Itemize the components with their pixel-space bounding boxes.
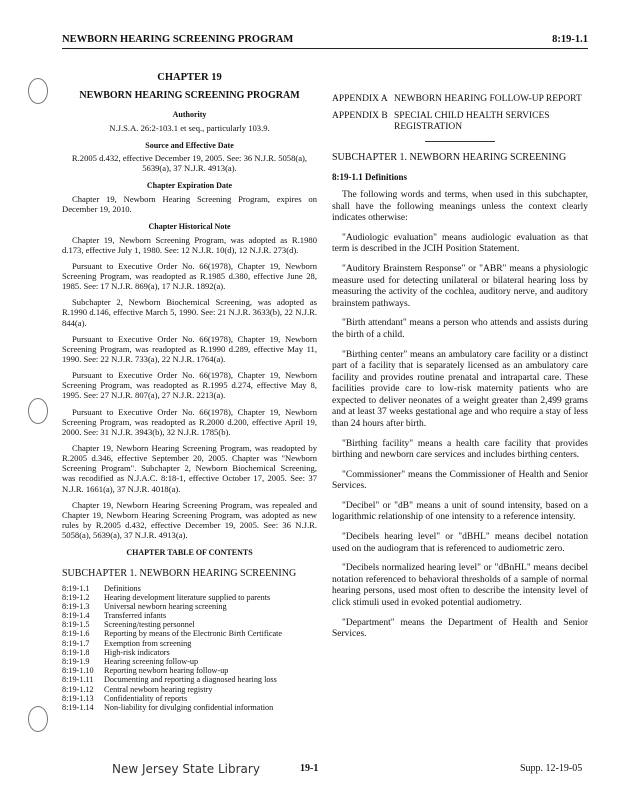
toc-item[interactable] <box>62 685 317 694</box>
toc-item[interactable] <box>62 657 317 666</box>
toc-title: Documenting and reporting a diagnosed hearing loss <box>104 675 277 685</box>
toc-number: 8:19-1.3 <box>62 601 90 611</box>
section-heading: 8:19-1.1 Definitions <box>332 171 407 182</box>
toc-item[interactable] <box>62 703 317 712</box>
toc-title: Hearing screening follow-up <box>104 657 199 667</box>
subchapter-heading: SUBCHAPTER 1. NEWBORN HEARING SCREENING <box>332 151 567 163</box>
table-of-contents <box>62 584 317 713</box>
toc-number: 8:19-1.7 <box>62 638 90 648</box>
running-header <box>62 34 588 49</box>
library-stamp: New Jersey State Library <box>112 762 260 776</box>
appendix-title: NEWBORN HEARING FOLLOW-UP REPORT <box>394 94 582 104</box>
toc-title: Central newborn hearing registry <box>104 684 213 694</box>
toc-number: 8:19-1.8 <box>62 647 90 657</box>
punch-hole-mark <box>28 78 48 104</box>
toc-number: 8:19-1.14 <box>62 702 94 712</box>
toc-item[interactable] <box>62 675 317 684</box>
source-label: Source and Effective Date <box>145 140 234 150</box>
toc-number: 8:19-1.4 <box>62 611 90 621</box>
history-note: Pursuant to Executive Order No. 66(1978), Chapter 19, Newborn Screening Program, was readopted as R.2000 d.200, effective April 19, 2000. See: 31 N.J.R. 3943(b), 32 N.J.R. 1785(b). <box>62 406 317 437</box>
toc-title: Reporting by means of the Electronic Birth Certificate <box>104 629 283 639</box>
authority-text: N.J.S.A. 26:2-103.1 et seq., particularly 103.9. <box>109 122 270 133</box>
toc-number: 8:19-1.11 <box>62 675 94 685</box>
history-note: Chapter 19, Newborn Hearing Screening Program, was repealed and Chapter 19, Newborn Hearing Screening Program, was adopted as new rules by R.2005 d.432, effective December 19, 2005. See: 36 N.J.R. 5058(a), 5639(a), 37 N.J.R. 4913(a). <box>62 499 317 541</box>
toc-item[interactable] <box>62 593 317 602</box>
toc-item[interactable] <box>62 694 317 703</box>
definition-paragraph: "Decibel" or "dB" means a unit of sound intensity, based on a logarithmic relationship of one intensity to a reference intensity. <box>332 500 588 523</box>
toc-item[interactable] <box>62 648 317 657</box>
toc-number: 8:19-1.2 <box>62 592 90 602</box>
punch-hole-mark <box>28 706 48 732</box>
source-text: R.2005 d.432, effective December 19, 2005. See: 36 N.J.R. 5058(a), 5639(a), 37 N.J.R. 4913(a). <box>71 153 308 174</box>
toc-number: 8:19-1.9 <box>62 657 90 667</box>
toc-item[interactable] <box>62 620 317 629</box>
history-note: Pursuant to Executive Order No. 66(1978), Chapter 19, Newborn Screening Program, was readopted as R.1995 d.274, effective May 8, 1995. See: 27 N.J.R. 807(a), 27 N.J.R. 2213(a). <box>62 370 317 401</box>
toc-subchapter: SUBCHAPTER 1. NEWBORN HEARING SCREENING <box>62 567 297 579</box>
toc-number: 8:19-1.5 <box>62 620 90 630</box>
definition-paragraph: "Birth attendant" means a person who attends and assists during the birth of a child. <box>332 318 588 340</box>
toc-title: Screening/testing personnel <box>104 620 195 630</box>
appendix-number: APPENDIX A <box>332 94 388 104</box>
definition-paragraph: The following words and terms, when used in this subchapter, shall have the following meanings unless the context clearly indicates otherwise: <box>332 190 588 224</box>
definition-paragraph: "Birthing facility" means a health care facility that provides birthing and newborn care services and includes birthing centers. <box>332 438 588 461</box>
definition-paragraph: "Audiologic evaluation" means audiologic evaluation as that term is described in the JCIH Position Statement. <box>332 232 588 255</box>
toc-title: Hearing development literature supplied to parents <box>104 592 271 602</box>
appendix-number: APPENDIX B <box>332 110 388 121</box>
toc-number: 8:19-1.12 <box>62 684 94 694</box>
toc-title: Confidentiality of reports <box>104 693 188 703</box>
toc-title: Definitions <box>104 583 141 593</box>
expiration-text: Chapter 19, Newborn Hearing Screening Program, expires on December 19, 2010. <box>62 193 317 215</box>
punch-hole-mark <box>28 398 48 424</box>
header-title: NEWBORN HEARING SCREENING PROGRAM <box>62 34 294 45</box>
expiration-label: Chapter Expiration Date <box>146 181 233 191</box>
toc-item[interactable] <box>62 639 317 648</box>
history-note: Chapter 19, Newborn Screening Program, was adopted as R.1980 d.173, effective July 1, 1980. See: 12 N.J.R. 10(d), 12 N.J.R. 273(d). <box>62 234 317 255</box>
toc-number: 8:19-1.1 <box>62 583 90 593</box>
definition-paragraph: "Decibels normalized hearing level" or "dBnHL" means decibel notation referenced to behavioral thresholds of a sample of normal hearing persons, used most often to describe the intensity level of click stimuli used in evoked potential audiometry. <box>332 563 588 608</box>
definition-paragraph: "Decibels hearing level" or "dBHL" means decibel notation used on the audiogram that is referenced to audiometric zero. <box>332 532 588 554</box>
toc-item[interactable] <box>62 611 317 620</box>
history-note: Pursuant to Executive Order No. 66(1978), Chapter 19, Newborn Screening Program, was readopted as R.1990 d.289, effective May 11, 1990. See: 22 N.J.R. 733(a), 22 N.J.R. 1764(a). <box>62 333 317 365</box>
definition-paragraph: "Auditory Brainstem Response" or "ABR" means a physiologic measure used for detecting unilateral or bilateral hearing loss by measuring the activity of the cochlea, auditory nerve, and auditory brainstem pathways. <box>332 264 588 309</box>
right-column <box>332 94 588 649</box>
toc-item[interactable] <box>62 584 317 593</box>
divider <box>425 141 495 142</box>
authority-label: Authority <box>172 110 207 120</box>
toc-title: Transferred infants <box>104 611 167 621</box>
toc-number: 8:19-1.6 <box>62 629 90 639</box>
history-note: Pursuant to Executive Order No. 66(1978), Chapter 19, Newborn Screening Program, was readopted as R.1985 d.380, effective June 28, 1985. See: 17 N.J.R. 869(a), 17 N.J.R. 1892(a). <box>62 260 317 292</box>
toc-label: CHAPTER TABLE OF CONTENTS <box>126 548 253 558</box>
header-section: 8:19-1.1 <box>552 34 588 45</box>
supplement-date: Supp. 12-19-05 <box>520 763 583 774</box>
appendix-item[interactable] <box>332 111 588 133</box>
history-note: Subchapter 2, Newborn Biochemical Screening, was adopted as R.1990 d.146, effective March 5, 1990. See: 21 N.J.R. 3633(b), 22 N.J.R. 844(a). <box>62 297 317 328</box>
history-label: Chapter Historical Note <box>148 222 231 232</box>
toc-item[interactable] <box>62 629 317 638</box>
toc-item[interactable] <box>62 602 317 611</box>
toc-title: Reporting newborn hearing follow-up <box>104 666 229 676</box>
toc-title: Non-liability for divulging confidential information <box>104 702 274 712</box>
toc-title: Exemption from screening <box>104 638 192 648</box>
chapter-title: NEWBORN HEARING SCREENING PROGRAM <box>79 90 300 102</box>
definition-paragraph: "Commissioner" means the Commissioner of Health and Senior Services. <box>332 469 588 492</box>
appendix-item[interactable] <box>332 94 588 105</box>
definition-paragraph: "Birthing center" means an ambulatory care facility or a distinct part of a facility that is separately licensed as an ambulatory care facility and provides routine prenatal and intrapartal care. These facilities provide care to low-risk maternity patients who are expected to deliver neonates of a weight greater than 2,499 grams and at least 37 weeks gestational age and who require a stay of less than 24 hours after birth. <box>332 349 588 429</box>
toc-title: High-risk indicators <box>104 647 170 657</box>
chapter-number: CHAPTER 19 <box>157 72 222 83</box>
page-number: 19-1 <box>300 763 319 774</box>
toc-item[interactable] <box>62 666 317 675</box>
left-column <box>62 68 317 712</box>
appendix-title: SPECIAL CHILD HEALTH SERVICES REGISTRATION <box>394 110 550 132</box>
toc-title: Universal newborn hearing screening <box>104 601 227 611</box>
toc-number: 8:19-1.10 <box>62 666 94 676</box>
toc-number: 8:19-1.13 <box>62 693 94 703</box>
history-note: Chapter 19, Newborn Hearing Screening Program, was readopted by R.2005 d.346, effective September 20, 2005. Chapter was "Newborn Screening Program". Subchapter 2, Newborn Biochemical Screening, was recodified as N.J.A.C. 8:18-1, effective October 17, 2005. See: 37 N.J.R. 1661(a), 37 N.J.R. 4018(a). <box>62 443 317 494</box>
definition-paragraph: "Department" means the Department of Health and Senior Services. <box>332 617 588 640</box>
